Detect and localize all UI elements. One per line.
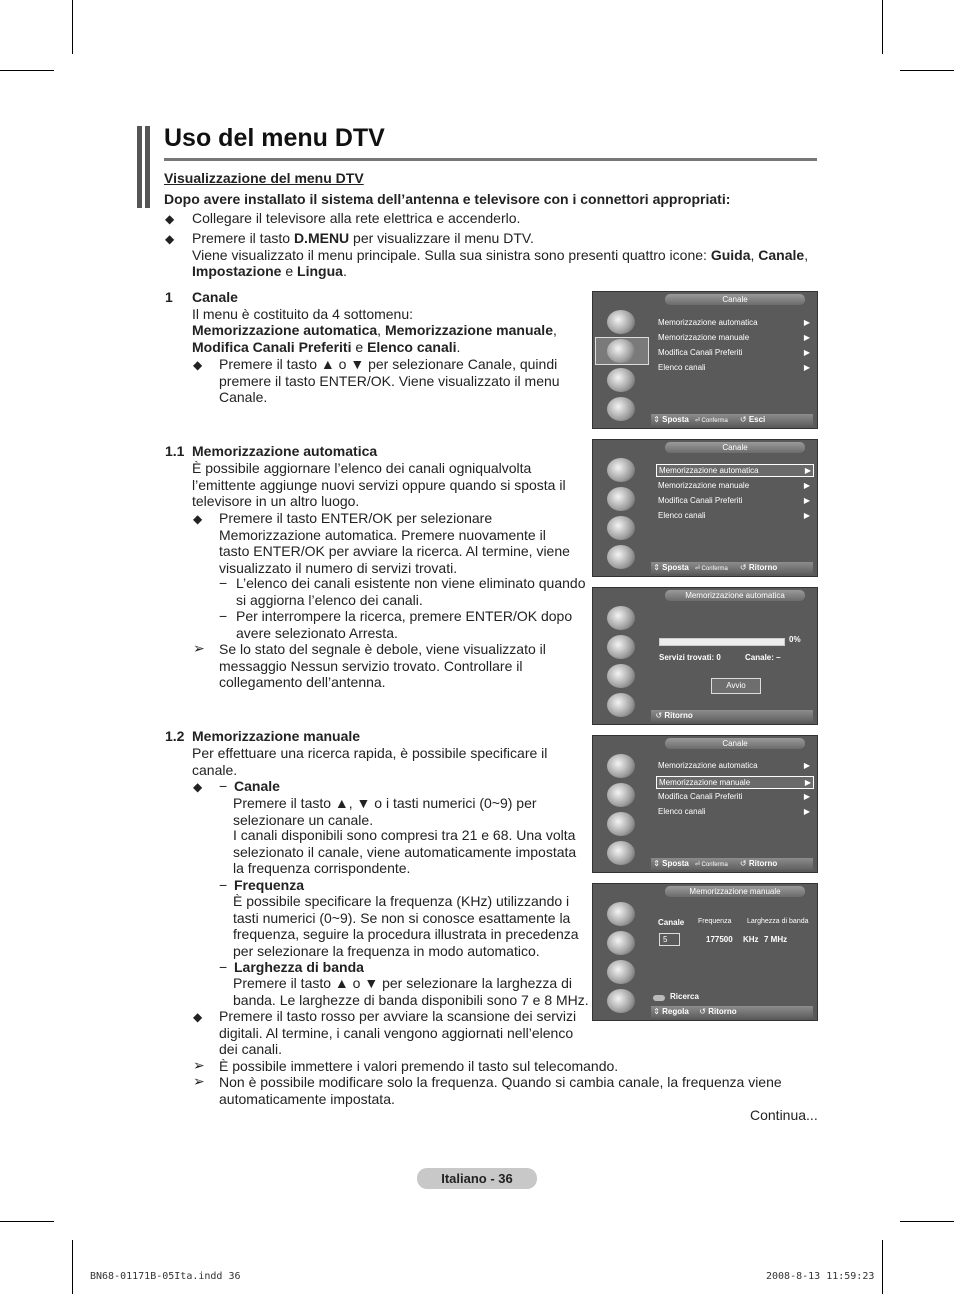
continue-text: Continua... [750, 1107, 818, 1123]
setup-icon [607, 368, 635, 392]
crop-mark [882, 0, 883, 54]
sub-text: Premere il tasto ▲, ▼ o i tasti numerici (0~9) per selezionare un canale. [233, 795, 537, 828]
title-rule [164, 158, 817, 161]
services-found: Servizi trovati: 0 [659, 653, 721, 662]
osd-footer: ⇕ Sposta ⏎ Conferma ↺ Esci [651, 414, 813, 426]
section-number: 1.1 [165, 443, 185, 459]
crop-mark [0, 70, 54, 71]
red-button-icon [653, 995, 665, 1001]
note-text: Se lo stato del segnale è debole, viene visualizzato il messaggio Nessun servizio trovato. Controllare il collegamento dell’antenna. [219, 641, 546, 690]
section-title: Memorizzazione manuale [192, 728, 361, 744]
osd-auto-store [592, 587, 818, 725]
crop-mark [882, 1240, 883, 1294]
osd-canale-menu-manual [592, 735, 818, 873]
bullet-icon: ◆ [165, 212, 175, 226]
channel-icon [607, 487, 635, 511]
section-number: 1.2 [165, 728, 185, 744]
osd-canale-menu [592, 291, 818, 429]
guide-icon [607, 606, 635, 630]
bullet-icon: ◆ [193, 1010, 203, 1024]
guide-icon [607, 902, 635, 926]
setup-icon [607, 664, 635, 688]
osd-item[interactable]: Memorizzazione manuale ▶ [656, 776, 814, 789]
guide-icon [607, 458, 635, 482]
sub-title: Larghezza di banda [234, 959, 364, 975]
freq-value[interactable]: 177500 [706, 935, 733, 944]
section-paragraph: Per effettuare una ricerca rapida, è possibile specificare il canale. [192, 745, 548, 778]
osd-item[interactable]: Memorizzazione automatica ▶ [656, 464, 814, 477]
bullet-icon: ◆ [193, 780, 203, 794]
note-arrow-icon: ➢ [193, 1073, 205, 1089]
col-frequenza: Frequenza [698, 918, 732, 925]
sub-title: Frequenza [234, 877, 305, 893]
page-title: Uso del menu DTV [164, 124, 385, 152]
page-number-badge: Italiano - 36 [417, 1168, 537, 1189]
file-date: 2008-8-13 11:59:23 [766, 1271, 875, 1282]
osd-item[interactable]: Elenco canali ▶ [658, 807, 810, 816]
setup-icon [607, 812, 635, 836]
dash-icon: − [219, 959, 228, 975]
dash-icon: − [219, 778, 228, 794]
channel-field[interactable]: 5 [659, 933, 680, 946]
osd-item[interactable]: Modifica Canali Preferiti ▶ [658, 496, 810, 505]
bandwidth-value[interactable]: 7 MHz [764, 935, 788, 944]
section-title: Memorizzazione automatica [192, 443, 378, 459]
bullet-icon: ◆ [193, 512, 203, 526]
freq-unit: KHz [743, 935, 759, 944]
ricerca-label[interactable]: Ricerca [670, 992, 699, 1001]
crop-mark [0, 1221, 54, 1222]
dash-icon: − [219, 877, 228, 893]
crop-mark [900, 70, 954, 71]
osd-title: Memorizzazione automatica [665, 590, 805, 601]
section-heading: Visualizzazione del menu DTV [164, 170, 364, 186]
osd-canale-menu-auto [592, 439, 818, 577]
osd-title: Canale [665, 294, 805, 305]
note-arrow-icon: ➢ [193, 640, 205, 656]
crop-mark [900, 1221, 954, 1222]
osd-footer: ⇕ Regola ↺ Ritorno [651, 1006, 813, 1018]
avvio-button[interactable]: Avvio [711, 678, 761, 694]
osd-item[interactable]: Modifica Canali Preferiti ▶ [658, 792, 810, 801]
bullet-text: Premere il tasto ▲ o ▼ per selezionare Canale, quindi premere il tasto ENTER/OK. Viene visualizzato il menu Canale. [219, 356, 560, 405]
note-text: È possibile immettere i valori premendo il tasto sul telecomando. [219, 1058, 619, 1074]
osd-item[interactable]: Elenco canali ▶ [658, 363, 810, 372]
osd-item[interactable]: Memorizzazione manuale ▶ [658, 333, 810, 342]
osd-item[interactable]: Elenco canali ▶ [658, 511, 810, 520]
language-icon [607, 693, 635, 717]
crop-mark [72, 0, 73, 54]
language-icon [607, 545, 635, 569]
osd-footer: ⇕ Sposta ⏎ Conferma ↺ Ritorno [651, 562, 813, 574]
channel-icon [607, 339, 635, 363]
note-text: Non è possibile modificare solo la frequenza. Quando si cambia canale, la frequenza viene automaticamente impostata. [219, 1074, 782, 1107]
dash-text: L’elenco dei canali esistente non viene eliminato quando si aggiorna l’elenco dei canali. [236, 575, 586, 608]
setup-icon [607, 960, 635, 984]
dash-icon: − [219, 608, 228, 624]
col-larghezza: Larghezza di banda [747, 918, 809, 925]
bullet-icon: ◆ [193, 358, 203, 372]
intro-text: Dopo avere installato il sistema dell’antenna e televisore con i connettori appropriati: [164, 191, 731, 207]
osd-item[interactable]: Memorizzazione manuale ▶ [658, 481, 810, 490]
osd-footer: ↺ Ritorno [651, 710, 813, 722]
osd-manual-store [592, 883, 818, 1021]
progress-percent: 0% [789, 635, 801, 644]
section-number: 1 [165, 289, 173, 305]
title-bar-decoration [137, 126, 151, 208]
guide-icon [607, 310, 635, 334]
guide-icon [607, 754, 635, 778]
language-icon [607, 397, 635, 421]
file-meta: BN68-01171B-05Ita.indd 36 [90, 1271, 241, 1282]
language-icon [607, 841, 635, 865]
sub-text: Premere il tasto ▲ o ▼ per selezionare la larghezza di banda. Le larghezze di banda disponibili sono 7 e 8 MHz. [233, 975, 589, 1008]
osd-title: Canale [665, 442, 805, 453]
bullet-icon: ◆ [165, 232, 175, 246]
crop-mark [72, 1240, 73, 1294]
progress-bar [659, 638, 785, 646]
language-icon [607, 989, 635, 1013]
osd-item[interactable]: Modifica Canali Preferiti ▶ [658, 348, 810, 357]
bullet-text: Premere il tasto rosso per avviare la scansione dei servizi digitali. Al termine, i canali vengono aggiornati nell’elenco dei canali. [219, 1008, 577, 1057]
osd-item[interactable]: Memorizzazione automatica ▶ [658, 318, 810, 327]
sub-title: Canale [234, 778, 280, 794]
sub-text: È possibile specificare la frequenza (KHz) utilizzando i tasti numerici (0~9). Se non si conosce esattamente la frequenza, seguire la procedura illustrata in precedenza per selezionare la frequenza in modo automatico. [233, 893, 579, 959]
setup-icon [607, 516, 635, 540]
osd-title: Canale [665, 738, 805, 749]
channel-icon [607, 783, 635, 807]
channel-icon [607, 931, 635, 955]
channel-icon [607, 635, 635, 659]
dash-text: Per interrompere la ricerca, premere ENTER/OK dopo avere selezionato Arresta. [236, 608, 573, 641]
osd-footer: ⇕ Sposta ⏎ Conferma ↺ Ritorno [651, 858, 813, 870]
section-canale: Canale Il menu è costituito da 4 sottomenu: Memorizzazione automatica, Memorizzazione manuale, Modifica Canali Preferiti e Elenco canali. [192, 289, 557, 355]
bullet-text: Collegare il televisore alla rete elettrica e accenderlo. [192, 210, 521, 226]
osd-title: Memorizzazione manuale [665, 886, 805, 897]
note-arrow-icon: ➢ [193, 1057, 205, 1073]
osd-item[interactable]: Memorizzazione automatica ▶ [658, 761, 810, 770]
section-paragraph: È possibile aggiornare l’elenco dei canali ogniqualvolta l’emittente aggiunge nuovi servizi oppure quando si sposta il televisore in un altro luogo. [192, 460, 566, 509]
dash-icon: − [219, 575, 228, 591]
bullet-text: Premere il tasto ENTER/OK per selezionare Memorizzazione automatica. Premere nuovamente il tasto ENTER/OK per avviare la ricerca. Al termine, viene visualizzato il numero di servizi trovati. [219, 510, 570, 576]
col-canale: Canale [658, 918, 685, 927]
sub-text: I canali disponibili sono compresi tra 21 e 68. Una volta selezionato il canale, viene automaticamente impostata la frequenza corrispondente. [233, 827, 577, 876]
bullet-text: Premere il tasto D.MENU per visualizzare il menu DTV. Viene visualizzato il menu principale. Sulla sua sinistra sono presenti quattro icone: Guida, Canale, Impostazione e Lingua. [192, 230, 809, 279]
channel-status: Canale: – [745, 653, 781, 662]
